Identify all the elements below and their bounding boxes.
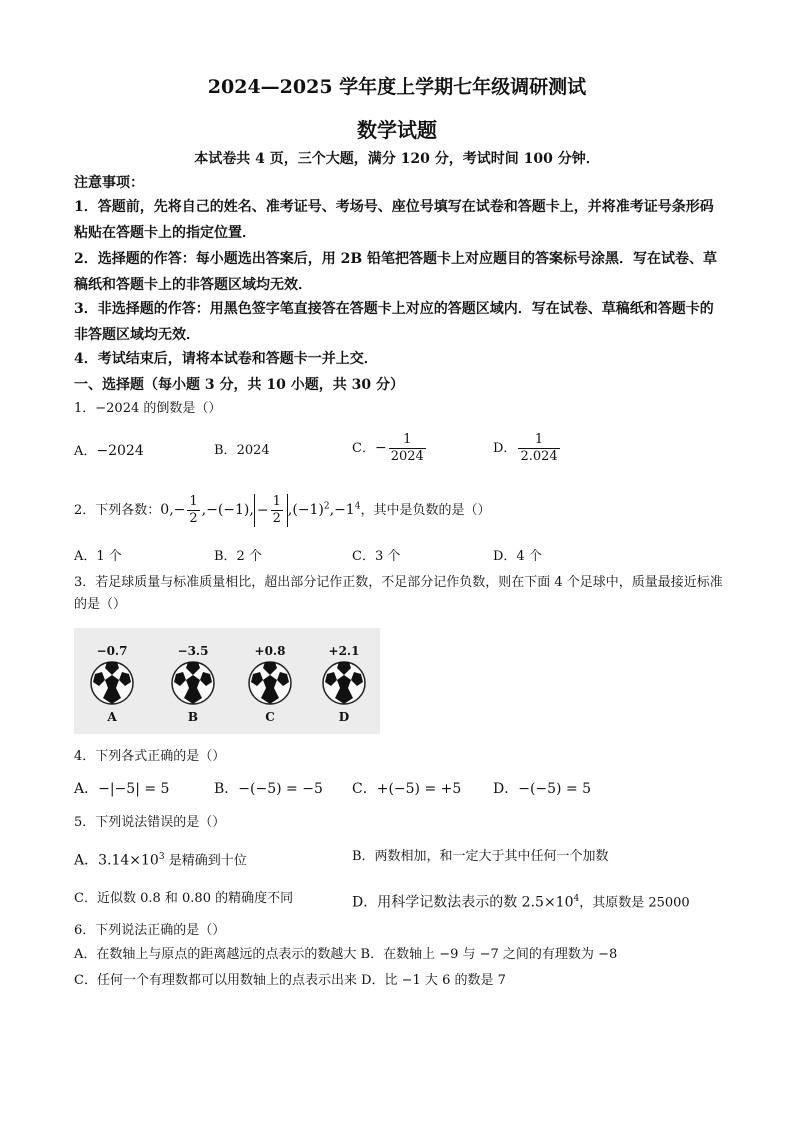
absolute-value: − $\frac{1}{2}$ — [254, 494, 288, 527]
question-1-stem: 1．−2024 的倒数是（） — [74, 401, 222, 416]
question-5-stem: 5．下列说法错误的是（） — [74, 815, 226, 830]
question-4-stem: 4．下列各式正确的是（） — [74, 749, 226, 764]
notice-item: 3．非选择题的作答：用黑色签字笔直接答在答题卡上对应的答题区域内．写在试卷、草稿纸和答题卡的非答题区域均无效． — [74, 301, 714, 343]
q6-options-line-2: C．任何一个有理数都可以用数轴上的点表示出来 D．比 −1 大 6 的数是 7 — [74, 973, 506, 988]
notice-label: 注意事项： — [74, 175, 144, 191]
soccer-ball-figure — [74, 628, 380, 734]
page-title: 2024—2025 学年度上学期七年级调研测试 — [207, 76, 587, 98]
q5-option-d: D．用科学记数法表示的数 $2.5\times 10^4$，其原数是 25000 — [352, 894, 690, 911]
soccer-ball-item — [82, 628, 142, 724]
q1-option-a: A．−2024 — [74, 443, 144, 459]
soccer-ball-icon — [89, 660, 135, 706]
question-3-stem: 3．若足球质量与标准质量相比，超出部分记作正数，不足部分记作负数，则在下面 4 个足球中，质量最接近标准的是（） — [74, 575, 723, 612]
notice-item: 2．选择题的作答：每小题选出答案后，用 2B 铅笔把答题卡上对应题目的答案标号涂黑．写在试卷、草稿纸和答题卡上的非答题区域均无效． — [74, 251, 718, 293]
fraction: $\frac{1}{2}$ — [272, 494, 281, 526]
ball-mass-label: −3.5 — [177, 644, 209, 658]
q5-option-b: B．两数相加，和一定大于其中任何一个加数 — [352, 849, 609, 864]
q2-option-d: D．4 个 — [493, 549, 542, 564]
q5-option-c: C．近似数 0.8 和 0.80 的精确度不同 — [74, 891, 294, 906]
ball-option-letter: B — [187, 710, 199, 724]
soccer-ball-icon — [247, 660, 293, 706]
soccer-ball-icon — [321, 660, 367, 706]
ball-mass-label: +2.1 — [328, 644, 360, 658]
q2-option-c: C．3 个 — [352, 549, 401, 564]
soccer-ball-item — [240, 628, 300, 724]
fraction: $\frac{1}{2.024}$ — [520, 432, 558, 464]
soccer-ball-item — [163, 628, 223, 724]
ball-mass-label: +0.8 — [254, 644, 286, 658]
fraction: $\frac{1}{2}$ — [189, 494, 198, 526]
q4-option-a: A．−|−5| = 5 — [74, 781, 170, 797]
q4-option-d: D．−(−5) = 5 — [493, 781, 592, 797]
notice-item: 1．答题前，先将自己的姓名、准考证号、考场号、座位号填写在试卷和答题卡上，并将准考证号条形码粘贴在答题卡上的指定位置． — [74, 199, 714, 241]
ball-option-letter: D — [338, 710, 350, 724]
exam-intro: 本试卷共 4 页，三个大题，满分 120 分，考试时间 100 分钟． — [194, 151, 600, 167]
q4-option-b: B．−(−5) = −5 — [214, 781, 323, 797]
q1-option-d: D． $\frac{1}{2.024}$ — [493, 432, 558, 464]
q4-option-c: C．+(−5) = +5 — [352, 781, 462, 797]
notice-item: 4．考试结束后，请将本试卷和答题卡一并上交． — [74, 351, 378, 367]
q2-option-a: A．1 个 — [74, 549, 122, 564]
ball-mass-label: −0.7 — [96, 644, 128, 658]
q2-option-b: B．2 个 — [214, 549, 262, 564]
q5-option-a: A．$3.14\times 10^3$ 是精确到十位 — [74, 852, 247, 869]
q1-option-b: B．2024 — [214, 443, 270, 458]
soccer-ball-icon — [170, 660, 216, 706]
ball-option-letter: A — [107, 710, 117, 724]
section-heading: 一、选择题（每小题 3 分，共 10 小题，共 30 分） — [74, 377, 404, 393]
page-subtitle: 数学试题 — [357, 118, 437, 142]
q1-option-c: C．− $\frac{1}{2024}$ — [352, 432, 424, 464]
ball-option-letter: C — [265, 710, 275, 724]
question-2-stem: 2．下列各数：0,− $\frac{1}{2}$ ,−(−1), − $\frac{1}{2}$ $,(-1)^2,-1^4$，其中是负数的是（） — [74, 494, 491, 526]
question-6-stem: 6．下列说法正确的是（） — [74, 923, 226, 938]
fraction: $\frac{1}{2024}$ — [390, 432, 424, 464]
q6-options-line-1: A．在数轴上与原点的距离越远的点表示的数越大 B．在数轴上 −9 与 −7 之间的有理数为 −8 — [74, 947, 618, 962]
soccer-ball-item — [314, 628, 374, 724]
